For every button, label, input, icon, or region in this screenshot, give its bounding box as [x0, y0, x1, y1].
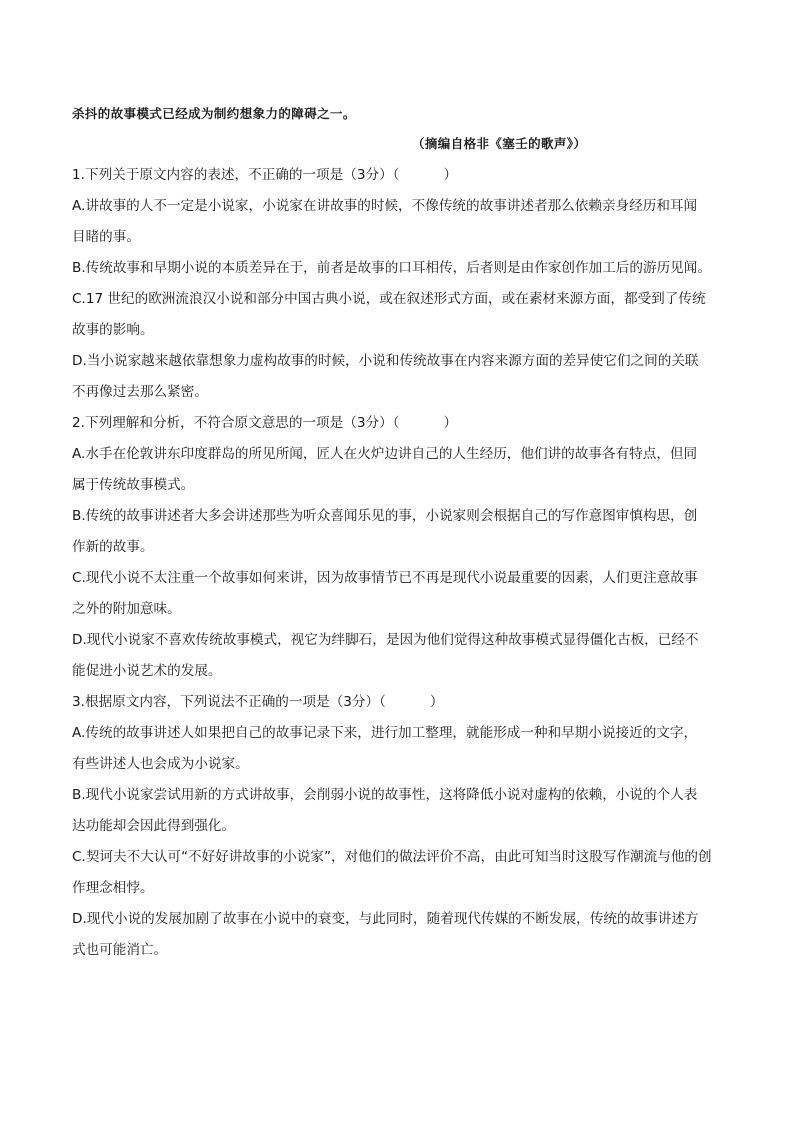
question-1-option-a-line-2: 目睹的事。 — [72, 229, 140, 245]
passage-closing-line: 杀抖的故事模式已经成为制约想象力的障碍之一。 — [72, 106, 356, 121]
question-3-option-c-line-2: 作理念相悖。 — [72, 880, 154, 896]
question-1-stem: 1.下列关于原文内容的表述，不正确的一项是（3分）（ ） — [72, 167, 458, 183]
question-2-stem: 2.下列理解和分析，不符合原文意思的一项是（3分）（ ） — [72, 415, 458, 431]
question-1-option-d-line-1: D.当小说家越来越依靠想象力虚构故事的时候，小说和传统故事在内容来源方面的差异使它们之间的关联 — [72, 353, 699, 369]
question-3-option-d-line-1: D.现代小说的发展加剧了故事在小说中的衰变，与此同时，随着现代传媒的不断发展，传统的故事讲述方 — [72, 911, 699, 927]
question-1-option-c-line-1: C.17 世纪的欧洲流浪汉小说和部分中国古典小说，或在叙述形式方面，或在素材来源方面，都受到了传统 — [72, 291, 706, 307]
question-list — [72, 160, 732, 966]
question-3-option-d-line-2: 式也可能消亡。 — [72, 942, 168, 958]
question-2-option-b-line-2: 作新的故事。 — [72, 539, 154, 555]
question-2-option-c-line-1: C.现代小说不太注重一个故事如何来讲，因为故事情节已不再是现代小说最重要的因素，人们更注意故事 — [72, 570, 698, 586]
question-2-option-d-line-1: D.现代小说家不喜欢传统故事模式，视它为绊脚石，是因为他们觉得这种故事模式显得僵化古板，已经不 — [72, 632, 699, 648]
question-1-option-b-line-1: B.传统故事和早期小说的本质差异在于，前者是故事的口耳相传，后者则是由作家创作加工后的游历见闻。 — [72, 260, 711, 276]
question-3-stem: 3.根据原文内容，下列说法不正确的一项是（3分）（ ） — [72, 694, 444, 710]
question-3-option-b-line-1: B.现代小说家尝试用新的方式讲故事，会削弱小说的故事性，这将降低小说对虚构的依赖，小说的个人表 — [72, 787, 698, 803]
question-2-option-b-line-1: B.传统的故事讲述者大多会讲述那些为听众喜闻乐见的事，小说家则会根据自己的写作意图审慎构思，创 — [72, 508, 698, 524]
question-3-option-a-line-1: A.传统的故事讲述人如果把自己的故事记录下来，进行加工整理，就能形成一种和早期小说接近的文字， — [72, 725, 698, 741]
question-1-option-a-line-1: A.讲故事的人不一定是小说家，小说家在讲故事的时候，不像传统的故事讲述者那么依赖亲身经历和耳闻 — [72, 198, 698, 214]
question-1-option-c-line-2: 故事的影响。 — [72, 322, 154, 338]
question-3-option-b-line-2: 达功能却会因此得到强化。 — [72, 818, 236, 834]
question-3-option-c-line-1: C.契诃夫不大认可“不好好讲故事的小说家”，对他们的做法评价不高，由此可知当时这股写作潮流与他的创 — [72, 849, 712, 865]
passage-source: （摘编自格非《塞壬的歌声》） — [412, 136, 587, 151]
question-1-option-d-line-2: 不再像过去那么紧密。 — [72, 384, 208, 400]
question-2-option-c-line-2: 之外的附加意味。 — [72, 601, 181, 617]
question-2-option-a-line-2: 属于传统故事模式。 — [72, 477, 195, 493]
question-2-option-a-line-1: A.水手在伦敦讲东印度群岛的所见所闻，匠人在火炉边讲自己的人生经历，他们讲的故事各有特点，但同 — [72, 446, 698, 462]
question-2-option-d-line-2: 能促进小说艺术的发展。 — [72, 663, 222, 679]
question-3-option-a-line-2: 有些讲述人也会成为小说家。 — [72, 756, 249, 772]
